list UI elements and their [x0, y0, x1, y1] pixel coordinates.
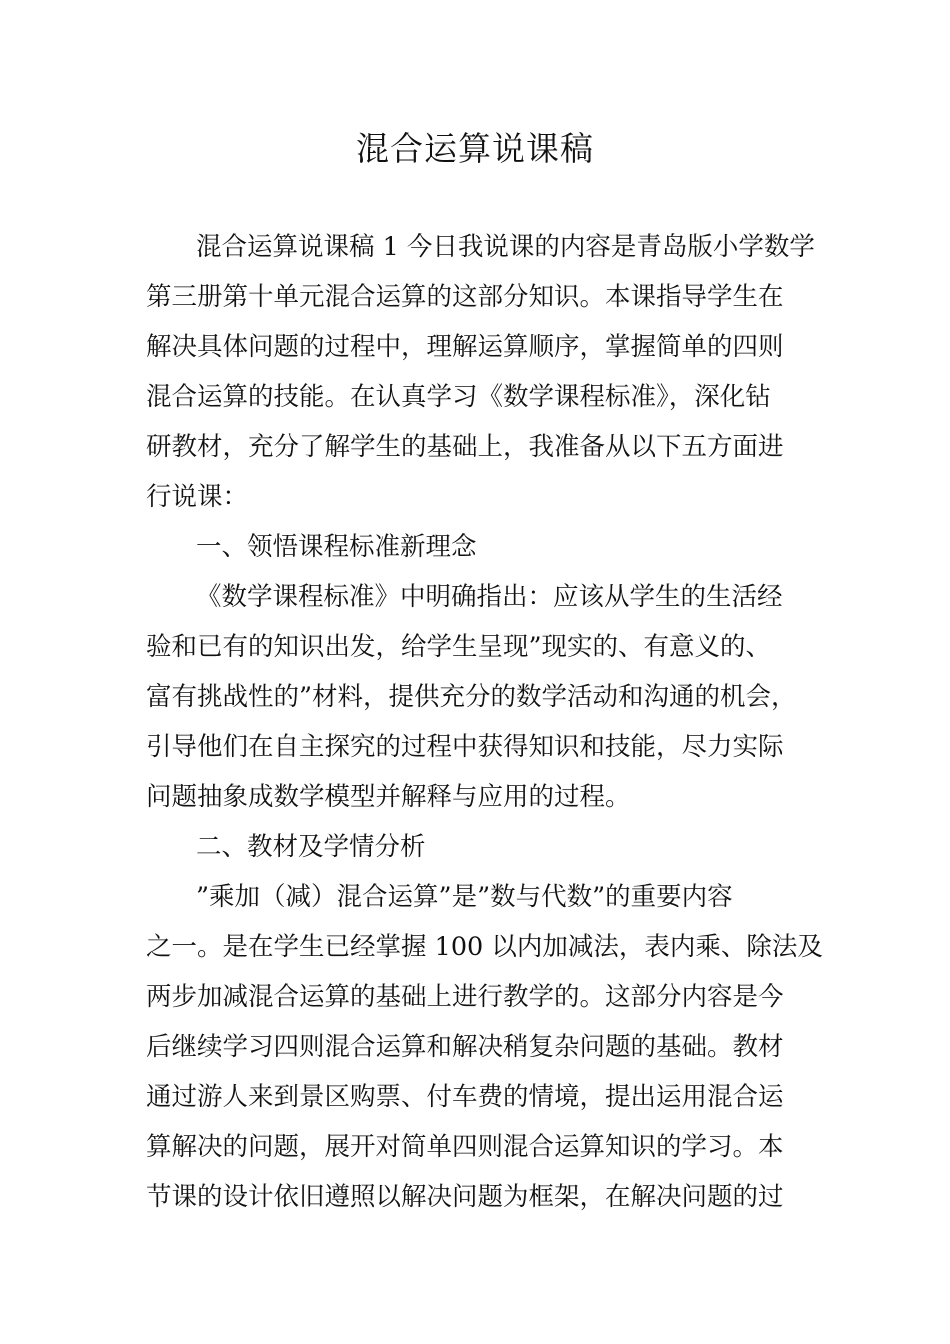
text-line: 研教材，充分了解学生的基础上，我准备从以下五方面进 — [146, 432, 784, 462]
text-line: 后继续学习四则混合运算和解决稍复杂问题的基础。教材 — [146, 1032, 784, 1062]
text-line: 第三册第十单元混合运算的这部分知识。本课指导学生在 — [146, 282, 784, 312]
section-heading: 二、教材及学情分析 — [196, 832, 426, 862]
text-line: 两步加减混合运算的基础上进行教学的。这部分内容是今 — [146, 982, 784, 1012]
text-line: 算解决的问题，展开对简单四则混合运算知识的学习。本 — [146, 1132, 784, 1162]
document-title: 混合运算说课稿 — [356, 129, 594, 168]
text-line: 引导他们在自主探究的过程中获得知识和技能，尽力实际 — [146, 732, 784, 762]
text-line: 解决具体问题的过程中，理解运算顺序，掌握简单的四则 — [146, 332, 784, 362]
text-line: 问题抽象成数学模型并解释与应用的过程。 — [146, 782, 631, 812]
text-line: 节课的设计依旧遵照以解决问题为框架，在解决问题的过 — [146, 1182, 784, 1212]
text-line: 混合运算的技能。在认真学习《数学课程标准》，深化钻 — [146, 382, 771, 412]
text-line: 《数学课程标准》中明确指出：应该从学生的生活经 — [196, 582, 783, 612]
text-line: 通过游人来到景区购票、付车费的情境，提出运用混合运 — [146, 1082, 784, 1112]
text-line: 行说课： — [146, 482, 249, 512]
section-heading: 一、领悟课程标准新理念 — [196, 532, 477, 562]
text-line: 之一。是在学生已经掌握 100 以内加减法，表内乘、除法及 — [146, 932, 823, 962]
text-line: ”乘加（减）混合运算”是”数与代数”的重要内容 — [196, 882, 733, 912]
text-line: 验和已有的知识出发，给学生呈现”现实的、有意义的、 — [146, 632, 772, 662]
text-line: 混合运算说课稿 1 今日我说课的内容是青岛版小学数学 — [196, 232, 815, 262]
text-line: 富有挑战性的”材料，提供充分的数学活动和沟通的机会， — [146, 682, 797, 712]
